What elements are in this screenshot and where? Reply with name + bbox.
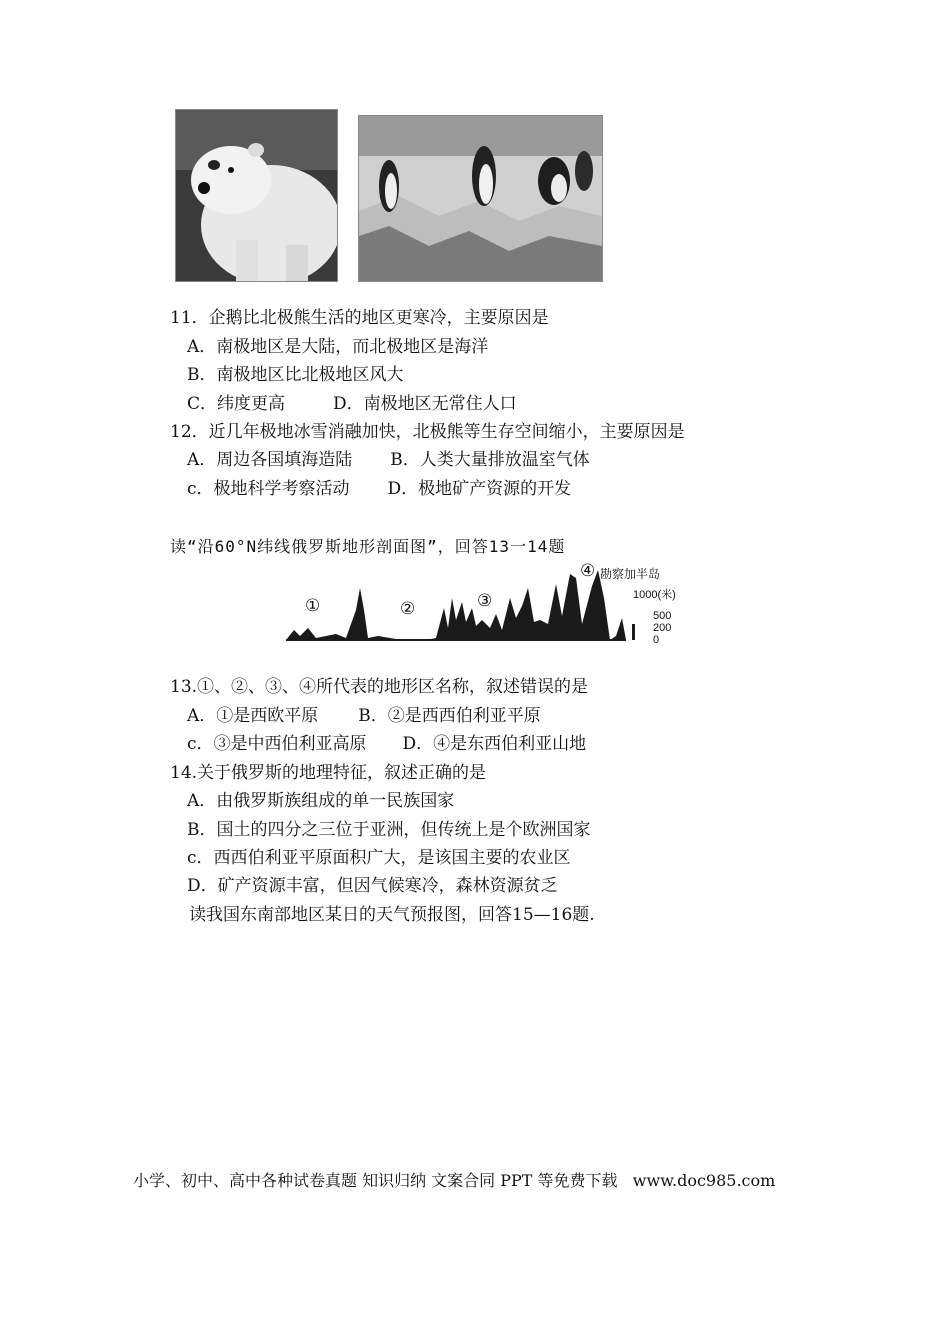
profile-label-4: ④	[580, 561, 596, 581]
q12-option-d: D．极地矿产资源的开发	[387, 479, 572, 499]
q11-option-a: A．南极地区是大陆，而北极地区是海洋	[187, 337, 489, 357]
q12-option-a: A．周边各国填海造陆	[187, 450, 353, 470]
intro-13-14: 读“沿60°N纬线俄罗斯地形剖面图”，回答13一14题	[170, 537, 566, 556]
q11-stem: 11．企鹅比北极熊生活的地区更寒冷，主要原因是	[170, 308, 549, 328]
q13-stem: 13.①、②、③、④所代表的地形区名称，叙述错误的是	[170, 677, 589, 697]
q14-stem: 14.关于俄罗斯的地理特征，叙述正确的是	[170, 763, 487, 783]
q13-option-b: B．②是西西伯利亚平原	[358, 706, 541, 726]
footer-text: 小学、初中、高中各种试卷真题 知识归纳 文案合同 PPT 等免费下载 www.doc985.com	[133, 1171, 776, 1190]
q12-option-b: B．人类大量排放温室气体	[390, 450, 590, 470]
q14-option-d: D．矿产资源丰富，但因气候寒冷，森林资源贫乏	[187, 876, 558, 896]
terrain-silhouette	[286, 570, 626, 640]
q13-options-ab	[187, 704, 541, 728]
q11-option-b: B．南极地区比北极地区风大	[187, 365, 404, 385]
q13-option-c: c．③是中西伯利亚高原	[187, 734, 367, 754]
profile-label-3: ③	[477, 591, 493, 611]
q14-option-b: B．国土的四分之三位于亚洲，但传统上是个欧洲国家	[187, 820, 591, 840]
peninsula-label: 勘察加半岛	[600, 567, 661, 581]
q11-option-c: C．纬度更高	[187, 394, 286, 414]
polar-bear-photo	[175, 109, 338, 282]
q13-option-d: D．④是东西伯利亚山地	[402, 734, 587, 754]
intro-15-16: 读我国东南部地区某日的天气预报图，回答15—16题.	[189, 905, 595, 925]
scale-0: 0	[653, 634, 660, 646]
profile-label-1: ①	[305, 596, 321, 616]
q12-option-c: c．极地科学考察活动	[187, 479, 350, 499]
q13-options-cd	[187, 732, 586, 756]
scale-1000: 1000(米)	[633, 589, 676, 601]
profile-label-2: ②	[400, 599, 416, 619]
q14-option-a: A．由俄罗斯族组成的单一民族国家	[187, 791, 455, 811]
q13-option-a: A．①是西欧平原	[187, 706, 319, 726]
q11-option-d: D．南极地区无常住人口	[333, 394, 517, 414]
q12-options-cd	[187, 477, 571, 501]
q12-options-ab	[187, 448, 590, 472]
q14-option-c: c．西西伯利亚平原面积广大，是该国主要的农业区	[187, 848, 571, 868]
scale-500: 500	[653, 610, 672, 622]
penguins-photo	[358, 115, 603, 282]
q11-options-cd	[187, 392, 517, 416]
q12-stem: 12．近几年极地冰雪消融加快，北极熊等生存空间缩小，主要原因是	[170, 422, 685, 442]
scale-200: 200	[653, 622, 672, 634]
